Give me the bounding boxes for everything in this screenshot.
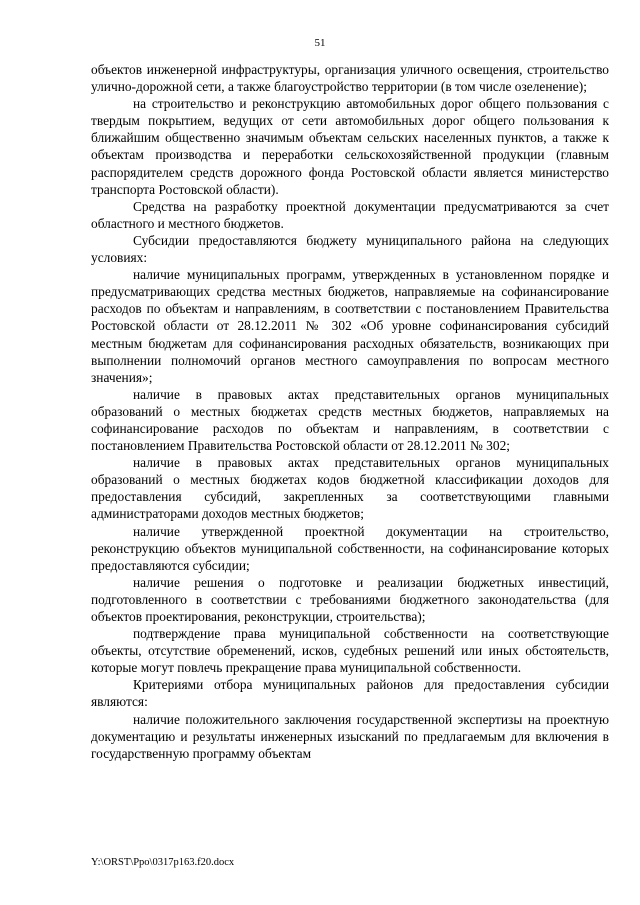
paragraph: подтверждение права муниципальной собственности на соответствующие объекты, отсутствие обременений, исков, судебных решений или иных обстоятельств, которые могут повлечь прекращение права муниципальной собственности. xyxy=(91,626,609,676)
paragraph: Критериями отбора муниципальных районов для предоставления субсидии являются: xyxy=(91,677,609,710)
paragraph: наличие решения о подготовке и реализации бюджетных инвестиций, подготовленного в соответствии с требованиями бюджетного законодательства (для объектов проектирования, реконструкции, строительства); xyxy=(91,574,609,624)
paragraph: наличие в правовых актах представительных органов муниципальных образований о местных бюджетах кодов бюджетной классификации доходов для предоставления субсидий, закрепленных за соответствующими главными администраторами доходов местных бюджетов; xyxy=(91,455,609,522)
footer-file-path: Y:\ORST\Ppo\0317p163.f20.docx xyxy=(91,857,235,868)
paragraph: наличие положительного заключения государственной экспертизы на проектную документацию и результаты инженерных изысканий по предлагаемым для включения в государственную программу объектам xyxy=(91,711,609,761)
paragraph: на строительство и реконструкцию автомобильных дорог общего пользования с твердым покрытием, ведущих от сети автомобильных дорог общего пользования к ближайшим общественно значимым объектам сельских населенных пунктов, а также к объектам производства и переработки сельскохозяйственной продукции (главным распорядителем средств дорожного фонда Ростовской области является министерство транспорта Ростовской области). xyxy=(91,96,609,197)
paragraph: Средства на разработку проектной документации предусматриваются за счет областного и местного бюджетов. xyxy=(91,198,609,231)
paragraph-continuation: объектов инженерной инфраструктуры, организация уличного освещения, строительство улично-дорожной сети, а также благоустройство территории (в том числе озеленение); xyxy=(91,62,609,95)
paragraph: наличие муниципальных программ, утвержденных в установленном порядке и предусматривающих средства местных бюджетов, направляемые на софинансирование расходов по объектам и направлениям, в соответствии с постановлением Правительства Ростовской области от 28.12.2011 № 302 «Об уровне софинансирования субсидий местным бюджетам для софинансирования расходных обязательств, возникающих при выполнении полномочий органов местного самоуправления по вопросам местного значения»; xyxy=(91,267,609,385)
page-number: 51 xyxy=(314,37,326,49)
paragraph: наличие утвержденной проектной документации на строительство, реконструкцию объектов муниципальной собственности, на софинансирование которых предоставляются субсидии; xyxy=(91,523,609,573)
paragraph: Субсидии предоставляются бюджету муниципального района на следующих условиях: xyxy=(91,232,609,266)
document-body xyxy=(91,61,609,762)
paragraph: наличие в правовых актах представительных органов муниципальных образований о местных бюджетах средств местных бюджетов, направляемых на софинансирование расходов по объектам и направлениям, в соответствии с постановлением Правительства Ростовской области от 28.12.2011 № 302; xyxy=(91,386,609,454)
